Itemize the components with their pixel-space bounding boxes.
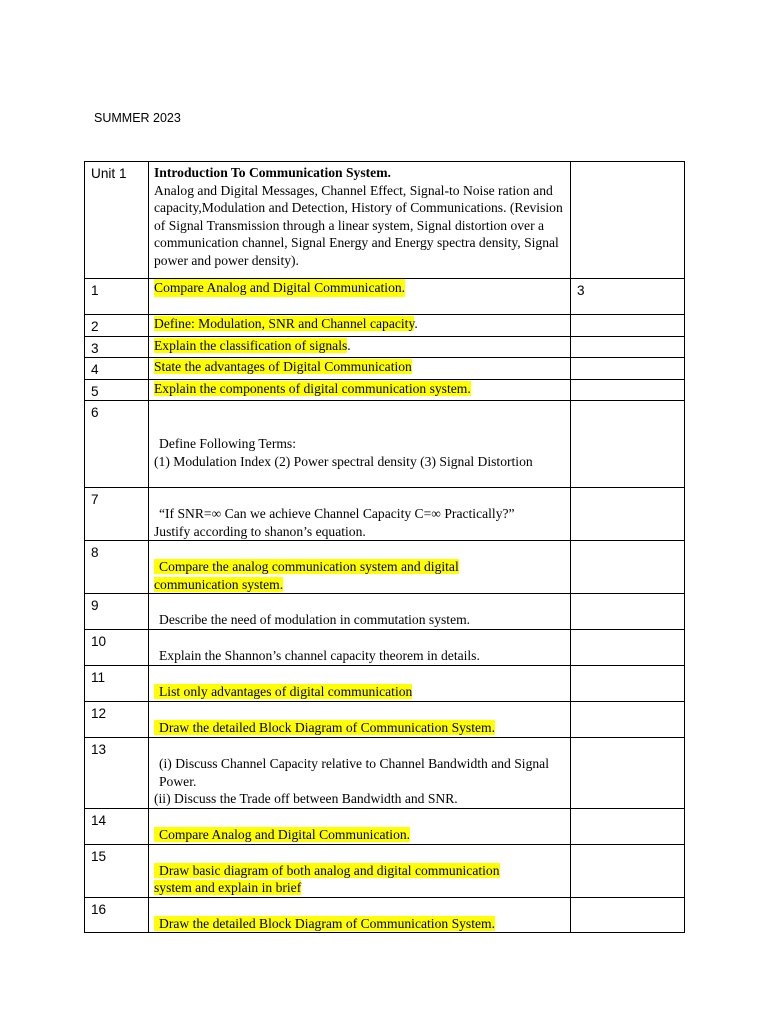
table-row [85, 541, 685, 594]
table-row [85, 336, 685, 358]
question-number: 14 [85, 808, 149, 844]
table-row [85, 630, 685, 666]
question-text: Compare Analog and Digital Communication. [154, 827, 410, 842]
question-marks [571, 401, 685, 488]
question-cell [149, 630, 571, 666]
question-cell [149, 488, 571, 541]
question-number: 16 [85, 897, 149, 933]
question-marks: 3 [571, 279, 685, 315]
table-row [85, 401, 685, 488]
table-row [85, 279, 685, 315]
question-number: 2 [85, 315, 149, 337]
table-row [85, 844, 685, 897]
question-number: 9 [85, 594, 149, 630]
question-number: 6 [85, 401, 149, 488]
question-marks [571, 738, 685, 809]
question-marks [571, 336, 685, 358]
question-marks [571, 897, 685, 933]
question-marks [571, 379, 685, 401]
question-cell [149, 401, 571, 488]
question-subtext: (1) Modulation Index (2) Power spectral density (3) Signal Distortion [154, 453, 533, 469]
question-marks [571, 844, 685, 897]
question-number: 7 [85, 488, 149, 541]
table-row [85, 379, 685, 401]
question-cell [149, 541, 571, 594]
question-text: Draw basic diagram of both analog and digital communication system and explain in brief [154, 862, 500, 895]
question-text: (i) Discuss Channel Capacity relative to Channel Bandwidth and Signal Power. [159, 756, 549, 789]
question-cell [149, 594, 571, 630]
question-text: Describe the need of modulation in commutation system. [159, 612, 471, 627]
question-subtext: (ii) Discuss the Trade off between Bandwidth and SNR. [154, 791, 458, 806]
question-cell [149, 379, 571, 401]
question-number: 15 [85, 844, 149, 897]
table-row [85, 702, 685, 738]
question-cell: Define: Modulation, SNR and Channel capacity. [149, 315, 571, 337]
question-marks [571, 594, 685, 630]
table-row [85, 488, 685, 541]
question-cell [149, 358, 571, 380]
table-row [85, 594, 685, 630]
unit-description: Analog and Digital Messages, Channel Effect, Signal-to Noise ration and capacity,Modulation and Detection, History of Communications. (Revision of Signal Transmission through a linear system, Signal distortion over a communication channel, Signal Energy and Energy spectra density, Signal power and power density). [154, 182, 563, 268]
question-text: Explain the classification of signals [154, 337, 348, 353]
question-marks [571, 666, 685, 702]
question-cell [149, 666, 571, 702]
unit-marks-cell [571, 162, 685, 279]
table-row [85, 666, 685, 702]
page-heading: SUMMER 2023 [94, 111, 181, 125]
table-row [85, 897, 685, 933]
question-marks [571, 488, 685, 541]
question-text: Draw the detailed Block Diagram of Communication System. [154, 916, 495, 931]
question-text: Compare Analog and Digital Communication. [154, 280, 406, 295]
question-cell [149, 738, 571, 809]
question-number: 5 [85, 379, 149, 401]
question-number: 3 [85, 336, 149, 358]
table-row [85, 738, 685, 809]
question-text: State the advantages of Digital Communication [154, 359, 412, 374]
question-cell: Explain the classification of signals. [149, 336, 571, 358]
question-number: 8 [85, 541, 149, 594]
question-marks [571, 358, 685, 380]
question-marks [571, 541, 685, 594]
question-table [84, 161, 685, 933]
question-number: 13 [85, 738, 149, 809]
question-number: 12 [85, 702, 149, 738]
unit-label: Unit 1 [85, 162, 149, 279]
question-text: Explain the components of digital communication system. [154, 380, 471, 396]
question-text: Draw the detailed Block Diagram of Communication System. [154, 720, 495, 735]
table-row [85, 315, 685, 337]
unit-cell [149, 162, 571, 279]
question-number: 1 [85, 279, 149, 315]
question-text: “If SNR=∞ Can we achieve Channel Capacity C=∞ Practically?” [159, 506, 515, 521]
question-marks [571, 630, 685, 666]
question-cell [149, 897, 571, 933]
question-subtext: Justify according to shanon’s equation. [154, 523, 366, 539]
question-number: 4 [85, 358, 149, 380]
question-cell [149, 808, 571, 844]
question-text: Define Following Terms: [159, 436, 296, 451]
question-marks [571, 702, 685, 738]
table-row [85, 808, 685, 844]
question-cell [149, 844, 571, 897]
unit-row [85, 162, 685, 279]
question-text: Define: Modulation, SNR and Channel capacity [154, 316, 415, 331]
question-text: List only advantages of digital communication [154, 684, 412, 699]
question-cell [149, 702, 571, 738]
question-number: 10 [85, 630, 149, 666]
table-row [85, 358, 685, 380]
question-marks [571, 808, 685, 844]
question-number: 11 [85, 666, 149, 702]
question-marks [571, 315, 685, 337]
unit-title: Introduction To Communication System. [154, 165, 391, 180]
question-cell [149, 279, 571, 315]
question-text: Compare the analog communication system and digital communication system. [154, 559, 459, 592]
question-text: Explain the Shannon’s channel capacity theorem in details. [159, 648, 480, 663]
